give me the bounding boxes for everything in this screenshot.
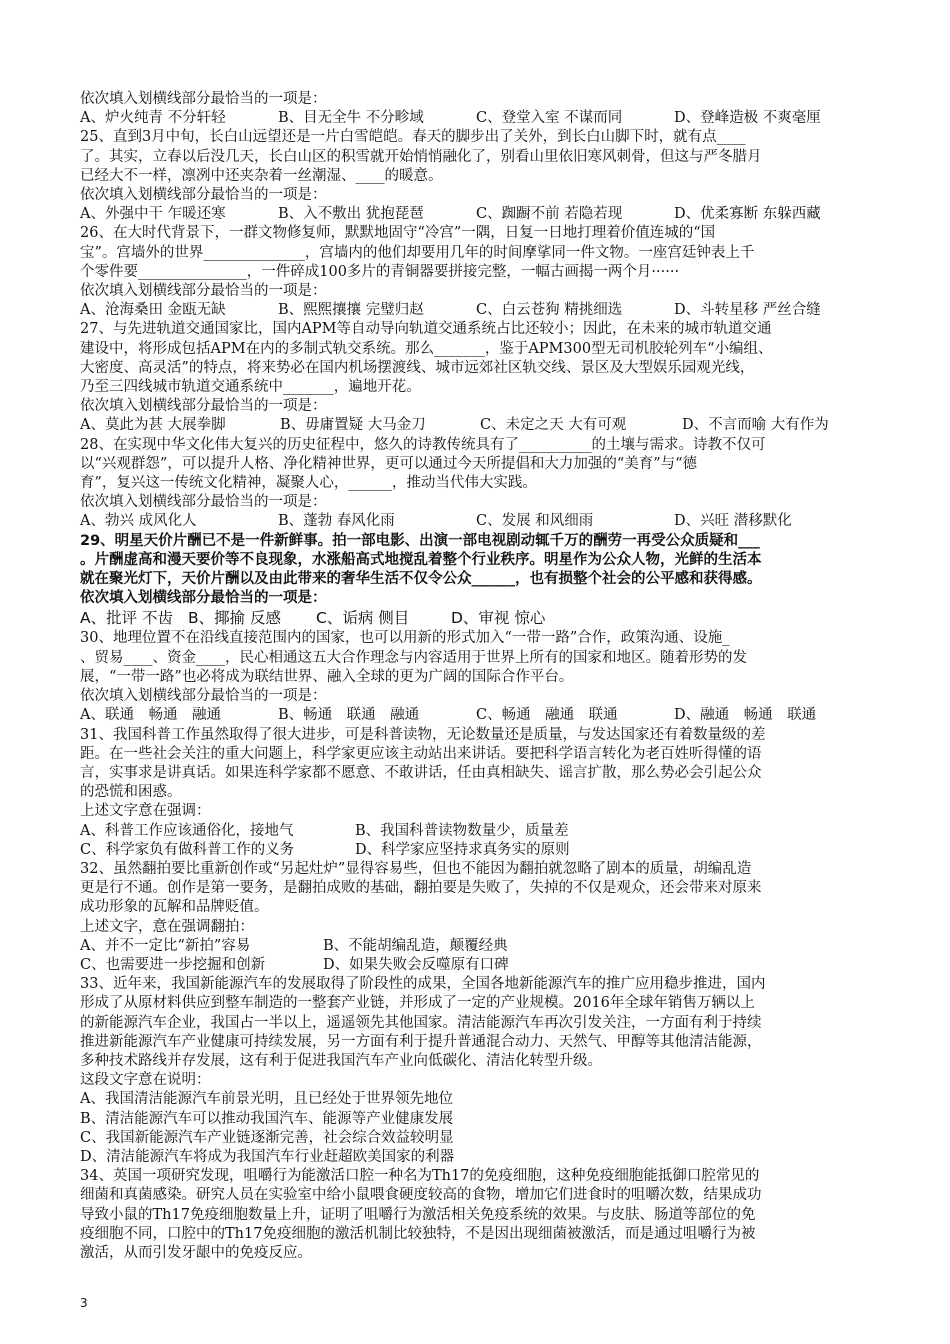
text-line: 展，“一带一路”也必将成为联结世界、融入全球的更为广阔的国际合作平台。: [80, 668, 574, 685]
text-line: 形成了从原材料供应到整车制造的一整套产业链，并形成了一定的产业规模。2016年全球年销售万辆以上: [80, 995, 755, 1012]
answer-option: A、科普工作应该通俗化，接地气: [80, 822, 294, 839]
text-line: 27、与先进轨道交通国家比，国内APM等自动导向轨道交通系统占比还较小；因此，在未来的城市轨道交通: [80, 321, 772, 338]
text-line: 乃至三四线城市轨道交通系统中_______，遍地开花。: [80, 379, 421, 396]
answer-option: B、不能胡编乱造，颠覆经典: [323, 937, 508, 954]
answer-option: A、并不一定比“新拍”容易: [80, 937, 251, 954]
text-line: 了。其实，立春以后没几天，长白山区的积雪就开始悄悄融化了，别看山里依旧寒风刺骨，但这与严冬腊月: [80, 148, 762, 165]
answer-option: B、畅通 联通 融通: [278, 707, 420, 724]
text-line: 依次填入划横线部分最恰当的一项是：: [80, 283, 327, 300]
text-line: 多种技术路线并存发展，这有利于促进我国汽车产业向低碳化、清洁化转型升级。: [80, 1052, 602, 1069]
answer-option: D、不言而喻 大有作为: [682, 417, 829, 434]
text-line: 30、地理位置不在沿线直接范围内的国家，也可以用新的形式加入“一带一路”合作，政策沟通、设施_: [80, 630, 730, 647]
answer-option: B、我国科普读物数量少，质量差: [355, 822, 569, 839]
text-line: 依次填入划横线部分最恰当的一项是：: [80, 494, 327, 511]
text-line: 28、在实现中华文化伟大复兴的历史征程中，悠久的诗教传统具有了__________的土壤与需求。诗教不仅可: [80, 436, 766, 453]
answer-option: D、兴旺 潜移默化: [674, 513, 792, 530]
text-line: 这段文字意在说明：: [80, 1072, 211, 1089]
text-line: 细菌和真菌感染。研究人员在实验室中给小鼠喂食硬度较高的食物，增加它们进食时的咀嚼次数，结果成功: [80, 1187, 762, 1204]
answer-option: C、未定之天 大有可观: [480, 417, 627, 434]
text-line: 31、我国科普工作虽然取得了很大进步，可是科普读物，无论数量还是质量，与发达国家还有着数量级的差: [80, 726, 766, 743]
text-line: 、贸易____、资金____，民心相通这五大合作理念与内容适用于世界上所有的国家和地区。随着形势的发: [80, 649, 747, 666]
answer-option: A、莫此为甚 大展拳脚: [80, 417, 226, 434]
answer-options: [80, 706, 875, 725]
text-line: 言，实事求是讲真话。如果连科学家都不愿意、不敢讲话，任由真相缺失、谣言扩散，那么势必会引起公众: [80, 764, 762, 781]
text-line: 上述文字，意在强调翻拍：: [80, 918, 254, 935]
text-line: 推进新能源汽车产业健康可持续发展，另一方面有利于提升普通混合动力、天然气、甲醇等其他清洁能源，: [80, 1033, 762, 1050]
text-line: 已经大不一样，凛冽中还夹杂着一丝潮湿、____的暖意。: [80, 167, 443, 184]
bold-text-line: 依次填入划横线部分最恰当的一项是：: [80, 590, 327, 607]
page-number: 3: [80, 1296, 88, 1310]
answer-option: D、如果失败会反噬原有口碑: [323, 956, 509, 973]
answer-option: C、白云苍狗 精挑细选: [476, 302, 623, 319]
text-line: 上述文字意在强调：: [80, 803, 211, 820]
text-line: 的新能源汽车企业，我国占一半以上，遥遥领先其他国家。清洁能源汽车再次引发关注，一方面有利于持续: [80, 1014, 762, 1031]
text-line: 育”，复兴这一传统文化精神，凝聚人心，______，推动当代伟大实践。: [80, 475, 537, 492]
answer-option: C、登堂入室 不谋而同: [476, 110, 623, 127]
text-line: 33、近年来，我国新能源汽车的发展取得了阶段性的成果，全国各地新能源汽车的推广应用稳步推进，国内: [80, 976, 766, 993]
text-line: 依次填入划横线部分最恰当的一项是：: [80, 688, 327, 705]
text-line: 建设中，将形成包括APM在内的多制式轨交系统。那么_______，鉴于APM300型无司机胶轮列车“小编组、: [80, 340, 773, 357]
text-line: 宝”。宫墙外的世界______________，宫墙内的他们却要用几年的时间摩挲同一件文物。一座宫廷钟表上千: [80, 244, 755, 261]
answer-option: D、融通 畅通 联通: [674, 707, 817, 724]
answer-option: B、入不敷出 犹抱琵琶: [278, 206, 424, 223]
text-line: 疫细胞不同，口腔中的Th17免疫细胞的激活机制比较独特，不是因出现细菌被激活，而是通过咀嚼行为被: [80, 1225, 756, 1242]
answer-option: A、炉火纯青 不分轩轻: [80, 110, 226, 127]
bold-text-line: 就在聚光灯下，天价片酬以及由此带来的奢华生活不仅令公众______，也有损整个社会的公平感和获得感。: [80, 571, 762, 588]
answer-option: B、熙熙攘攘 完璧归赵: [278, 302, 424, 319]
answer-option: B、揶揄 反感: [188, 609, 282, 628]
bold-text-line: 。片酬虚高和漫天要价等不良现象，水涨船高式地搅乱着整个行业秩序。明星作为公众人物，光鲜的生活本: [80, 551, 762, 568]
text-line: 的恐慌和困惑。: [80, 784, 182, 801]
answer-option: D、审视 惊心: [451, 609, 546, 628]
text-line: 以“兴观群怨”，可以提升人格、净化精神世界，更可以通过今天所提倡和大力加强的“美育”与“德: [80, 455, 698, 472]
text-line: A、我国清洁能源汽车前景光明，且已经处于世界领先地位: [80, 1091, 453, 1108]
answer-options: [80, 937, 875, 956]
text-line: 更是行不通。创作是第一要务，是翻拍成败的基础，翻拍要是失败了，失掉的不仅是观众，还会带来对原来: [80, 880, 762, 897]
answer-option: A、外强中干 乍暖还寒: [80, 206, 226, 223]
answer-options: [80, 956, 875, 975]
text-line: 34、英国一项研究发现，咀嚼行为能激活口腔一种名为Th17的免疫细胞，这种免疫细胞能抵御口腔常见的: [80, 1168, 760, 1185]
answer-option: B、蓬勃 春风化雨: [278, 513, 395, 530]
answer-options: [80, 822, 875, 841]
answer-option: C、也需要进一步挖掘和创新: [80, 956, 266, 973]
answer-option: A、沧海桑田 金瓯无缺: [80, 302, 226, 319]
answer-options: [80, 608, 875, 629]
answer-option: C、诟病 侧目: [316, 609, 410, 628]
answer-options: [80, 416, 875, 435]
answer-option: D、斗转星移 严丝合缝: [674, 302, 821, 319]
answer-option: C、畅通 融通 联通: [476, 707, 618, 724]
text-line: 导致小鼠的Th17免疫细胞数量上升，证明了咀嚼行为激活相关免疫系统的效果。与皮肤、肠道等部位的免: [80, 1206, 756, 1223]
text-line: B、清洁能源汽车可以推动我国汽车、能源等产业健康发展: [80, 1110, 454, 1127]
text-line: 26、在大时代背景下，一群文物修复师，默默地固守“冷宫”一隅，日复一日地打理着价值连城的“国: [80, 225, 716, 242]
text-line: 25、直到3月中旬，长白山远望还是一片白雪皑皑。春天的脚步出了关外，到长白山脚下时，就有点____: [80, 129, 746, 146]
answer-options: [80, 301, 875, 320]
text-line: 32、虽然翻拍要比重新创作或“另起灶炉”显得容易些，但也不能因为翻拍就忽略了剧本的质量，胡编乱造: [80, 860, 752, 877]
answer-option: D、登峰造极 不爽毫厘: [674, 110, 821, 127]
answer-option: B、毋庸置疑 大马金刀: [280, 417, 426, 434]
text-line: 距。在一些社会关注的重大问题上，科学家更应该主动站出来讲话。要把科学语言转化为老百姓听得懂的语: [80, 745, 762, 762]
text-line: 依次填入划横线部分最恰当的一项是：: [80, 187, 327, 204]
answer-option: C、科学家负有做科普工作的义务: [80, 841, 295, 858]
answer-option: A、联通 畅通 融通: [80, 707, 221, 724]
text-line: 成功形象的瓦解和品牌贬值。: [80, 899, 269, 916]
bold-text-line: 29、明星天价片酬已不是一件新鲜事。拍一部电影、出演一部电视剧动辄千万的酬劳一再受公众质疑和___: [80, 532, 760, 549]
answer-options: [80, 109, 875, 128]
answer-options: [80, 841, 875, 860]
text-line: C、我国新能源汽车产业链逐渐完善，社会综合效益较明显: [80, 1129, 454, 1146]
answer-option: B、目无全牛 不分畛域: [278, 110, 424, 127]
document-body: [80, 90, 875, 1263]
answer-option: A、批评 不齿: [80, 609, 174, 628]
text-line: 依次填入划横线部分最恰当的一项是：: [80, 91, 327, 107]
text-line: 大密度、高灵活”的特点，将来势必在国内机场摆渡线、城市远郊社区轨交线、景区及大型娱乐园观光线，: [80, 359, 755, 376]
answer-option: D、优柔寡断 东躲西藏: [674, 206, 821, 223]
answer-option: C、发展 和风细雨: [476, 513, 594, 530]
answer-options: [80, 512, 875, 531]
answer-options: [80, 205, 875, 224]
text-line: 激活，从而引发牙龈中的免疫反应。: [80, 1244, 312, 1261]
text-line: 个零件要_______________，一件碎成100多片的青铜器要拼接完整，一幅古画揭一两个月······: [80, 263, 680, 280]
answer-option: A、勃兴 成风化人: [80, 513, 197, 530]
text-line: 依次填入划横线部分最恰当的一项是：: [80, 398, 327, 415]
answer-option: D、科学家应坚持求真务实的原则: [355, 841, 570, 858]
text-line: D、清洁能源汽车将成为我国汽车行业赶超欧美国家的利器: [80, 1148, 455, 1165]
answer-option: C、踟蹰不前 若隐若现: [476, 206, 623, 223]
